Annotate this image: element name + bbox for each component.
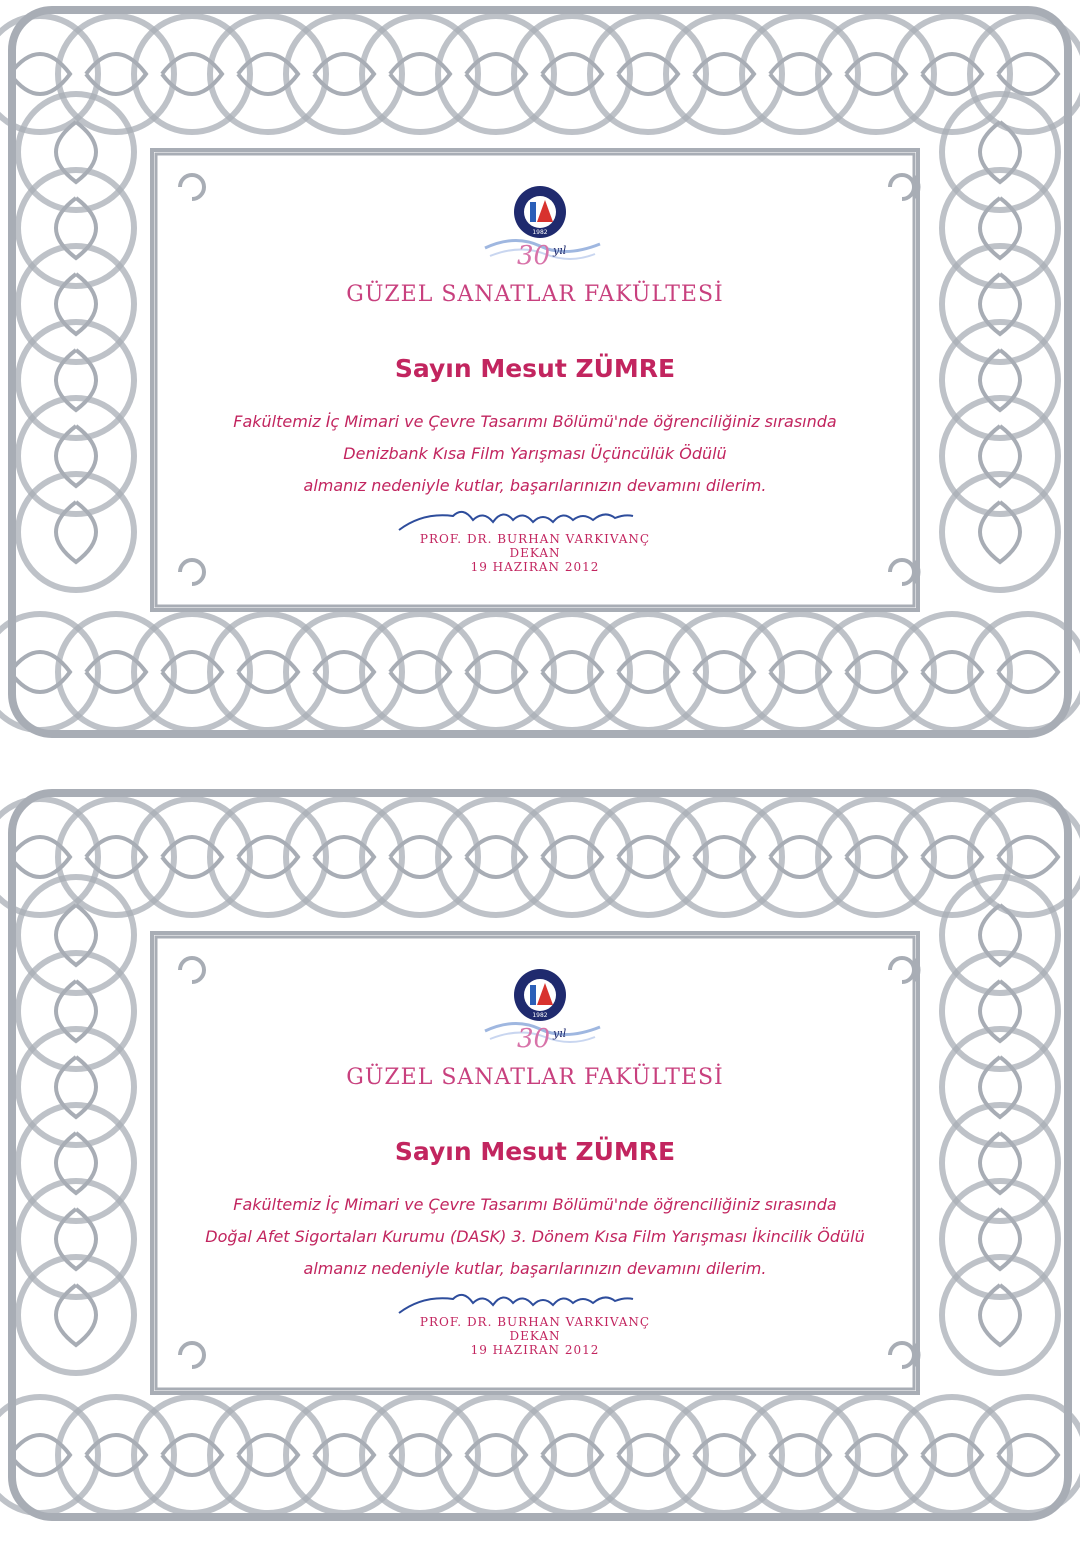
- signatory-title: DEKAN: [509, 546, 561, 560]
- certificate-1: [0, 2, 1080, 742]
- anniversary-number: 30: [517, 241, 551, 271]
- certificate-panel: [155, 154, 915, 606]
- anniversary-number: 30: [517, 1024, 551, 1054]
- university-logo: [475, 184, 605, 274]
- body-line-2: Doğal Afet Sigortaları Kurumu (DASK) 3. Dönem Kısa Film Yarışması İkincilik Ödülü: [205, 1227, 865, 1246]
- seal-year: 1982: [532, 229, 548, 236]
- certificate-panel: [155, 937, 915, 1389]
- body-line-3: almanız nedeniyle kutlar, başarılarınızın devamını dilerim.: [303, 1259, 767, 1278]
- signature: [393, 502, 663, 536]
- faculty-name: GÜZEL SANATLAR FAKÜLTESİ: [346, 1065, 724, 1090]
- certificate-2: [0, 785, 1080, 1525]
- faculty-name: GÜZEL SANATLAR FAKÜLTESİ: [346, 282, 724, 307]
- body-line-3: almanız nedeniyle kutlar, başarılarınızın devamını dilerim.: [303, 476, 767, 495]
- anniversary-suffix: yıl: [553, 244, 567, 257]
- seal-year: 1982: [532, 1012, 548, 1019]
- anniversary-suffix: yıl: [553, 1027, 567, 1040]
- recipient-name: Sayın Mesut ZÜMRE: [394, 1137, 676, 1166]
- signatory-title: DEKAN: [509, 1329, 561, 1343]
- certificate-date: 19 HAZIRAN 2012: [470, 560, 600, 574]
- university-logo: [475, 967, 605, 1057]
- body-line-1: Fakültemiz İç Mimari ve Çevre Tasarımı Bölümü'nde öğrenciliğiniz sırasında: [233, 412, 837, 431]
- recipient-name: Sayın Mesut ZÜMRE: [394, 354, 676, 383]
- signatory-name: PROF. DR. BURHAN VARKIVANÇ: [419, 1315, 651, 1329]
- certificate-date: 19 HAZIRAN 2012: [470, 1343, 600, 1357]
- body-line-1: Fakültemiz İç Mimari ve Çevre Tasarımı Bölümü'nde öğrenciliğiniz sırasında: [233, 1195, 837, 1214]
- signatory-name: PROF. DR. BURHAN VARKIVANÇ: [419, 532, 651, 546]
- body-line-2: Denizbank Kısa Film Yarışması Üçüncülük Ödülü: [343, 444, 727, 463]
- signature: [393, 1285, 663, 1319]
